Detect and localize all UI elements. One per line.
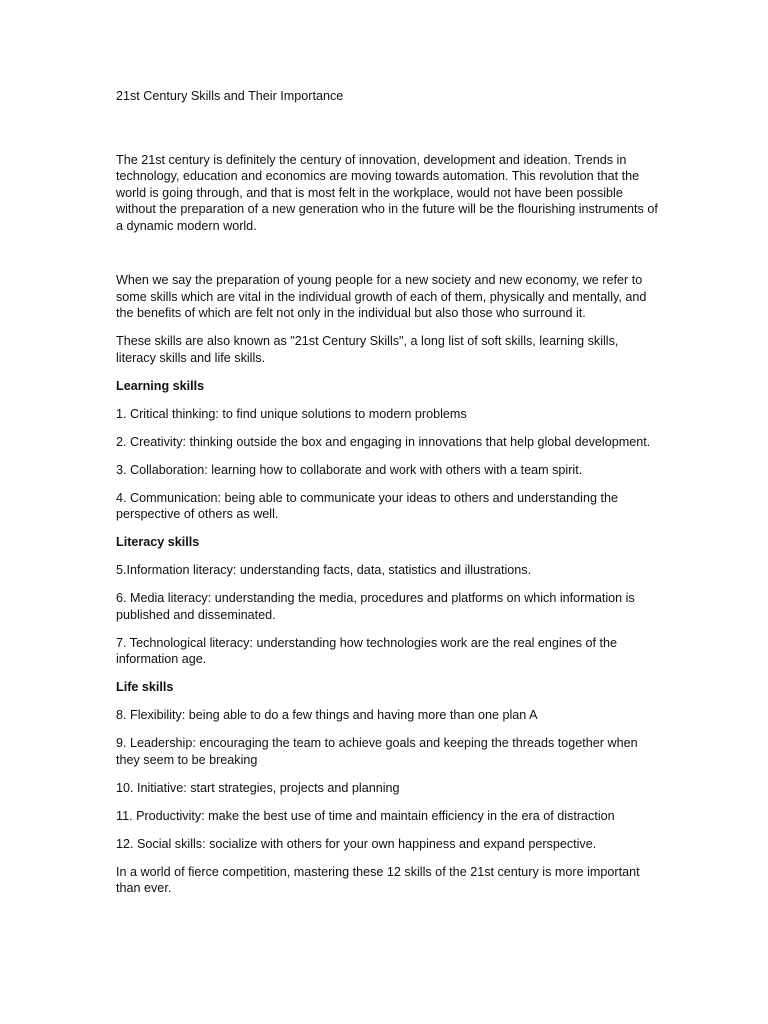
list-item: 8. Flexibility: being able to do a few things and having more than one plan A: [116, 708, 538, 722]
list-item: 9. Leadership: encouraging the team to achieve goals and keeping the threads together when they seem to be breaking: [116, 736, 638, 767]
intro-paragraph-3: These skills are also known as "21st Century Skills", a long list of soft skills, learning skills, literacy skills and life skills.: [116, 334, 619, 365]
intro-paragraph-1: The 21st century is definitely the century of innovation, development and ideation. Trends in technology, education and economics are moving towards automation. This revolution that the world is going through, and that is most felt in the workplace, would not have been possible without the preparation of a new generation who in the future will be the flourishing instruments of a dynamic modern world.: [116, 152, 658, 233]
list-item: 12. Social skills: socialize with others for your own happiness and expand perspective.: [116, 836, 597, 851]
section-heading-literacy-skills: Literacy skills: [116, 535, 200, 549]
section-heading-learning-skills: Learning skills: [116, 378, 205, 393]
document-title: 21st Century Skills and Their Importance: [116, 89, 344, 103]
list-item: 4. Communication: being able to communicate your ideas to others and understanding the perspective of others as well.: [116, 490, 618, 521]
document-page: [116, 88, 661, 908]
list-item: 10. Initiative: start strategies, projects and planning: [116, 780, 400, 795]
list-item: 5.Information literacy: understanding facts, data, statistics and illustrations.: [116, 563, 532, 577]
list-item: 6. Media literacy: understanding the media, procedures and platforms on which information is published and disseminated.: [116, 591, 635, 622]
intro-paragraph-2: When we say the preparation of young people for a new society and new economy, we refer to some skills which are vital in the individual growth of each of them, physically and mentally, and the benefits of which are felt not only in the individual but also those who surround it.: [116, 273, 647, 320]
section-heading-life-skills: Life skills: [116, 680, 174, 694]
list-item: 2. Creativity: thinking outside the box and engaging in innovations that help global development.: [116, 434, 651, 449]
list-item: 11. Productivity: make the best use of time and maintain efficiency in the era of distraction: [116, 808, 615, 823]
list-item: 7. Technological literacy: understanding how technologies work are the real engines of the information age.: [116, 635, 618, 666]
conclusion-paragraph: In a world of fierce competition, mastering these 12 skills of the 21st century is more important than ever.: [116, 864, 640, 895]
list-item: 1. Critical thinking: to find unique solutions to modern problems: [116, 406, 467, 421]
list-item: 3. Collaboration: learning how to collaborate and work with others with a team spirit.: [116, 462, 583, 477]
